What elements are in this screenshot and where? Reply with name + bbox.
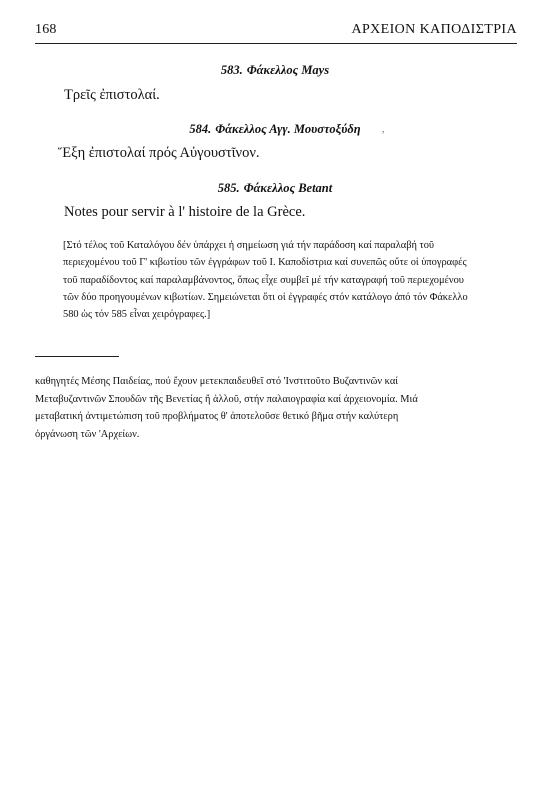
running-title: ΑΡΧΕΙΟΝ ΚΑΠΟΔΙΣΤΡΙΑ [351, 22, 517, 37]
margin-mark: , [382, 124, 385, 134]
entry-585-heading [0, 181, 550, 196]
note-line: 580 ὡς τόν 585 εἶναι χειρόγραφες.] [63, 309, 211, 321]
entry-585-title: Φάκελλος Betant [243, 181, 333, 195]
entry-584-number: 584. [189, 122, 212, 136]
entry-585-number: 585. [217, 181, 240, 195]
header-rule [35, 43, 517, 44]
entry-583-number: 583. [220, 63, 243, 77]
entry-584-title: Φάκελλος Αγγ. Μουστοξύδη [215, 122, 361, 136]
note-line: τῶν δύο προηγουμένων κιβωτίων. Σημειώνεται ὅτι οἱ ἐγγραφές στόν κατάλογο ἀπό τόν Φάκελλο [63, 291, 468, 303]
entry-584-body: Ἕξη ἐπιστολαί πρός Αὐγουστῖνον. [58, 145, 260, 161]
note-line: τοῦ παραδίδοντος καί παραλαμβάνοντος, ὅπως εἶχε συμβεῖ μέ τήν καταγραφή τοῦ περιεχομένου [63, 274, 464, 286]
footnote-line: μεταβατική ἀντιμετώπιση τοῦ προβλήματος θ' ἀποτελοῦσε θετικό βῆμα στήν καλύτερη [35, 411, 399, 422]
entry-585-body: Notes pour servir à l' histoire de la Grèce. [64, 204, 306, 220]
running-head [35, 22, 517, 42]
entry-584-heading [0, 122, 550, 137]
footnote-line: καθηγητές Μέσης Παιδείας, πού ἔχουν μετεκπαιδευθεῖ στό 'Ινστιτοῦτο Βυζαντινῶν καί [35, 376, 399, 387]
footnote-line: ὀργάνωση τῶν 'Αρχείων. [35, 428, 140, 440]
page-number: 168 [35, 22, 57, 37]
footnote-line: Μεταβυζαντινῶν Σπουδῶν τῆς Βενετίας ἤ ἀλλοῦ, στήν παλαιογραφία καί ἀρχειονομία. Μιά [35, 393, 418, 405]
note-line: [Στό τέλος τοῦ Καταλόγου δέν ὑπάρχει ἡ σημείωση γιά τήν παράδοση καί παραλαβή τοῦ [63, 240, 435, 251]
editorial-note [63, 237, 518, 323]
entry-583-heading [0, 63, 550, 78]
entry-583-title: Φάκελλος Mays [246, 63, 330, 77]
footnote-rule [35, 356, 119, 357]
note-line: περιεχομένου τοῦ Γ' κιβωτίου τῶν ἐγγράφων τοῦ Ι. Καποδίστρια καί συνεπῶς οὔτε οἱ ὑπογραφές [63, 257, 467, 269]
entry-583-body: Τρεῖς ἐπιστολαί. [64, 87, 160, 103]
footnote [35, 373, 518, 443]
